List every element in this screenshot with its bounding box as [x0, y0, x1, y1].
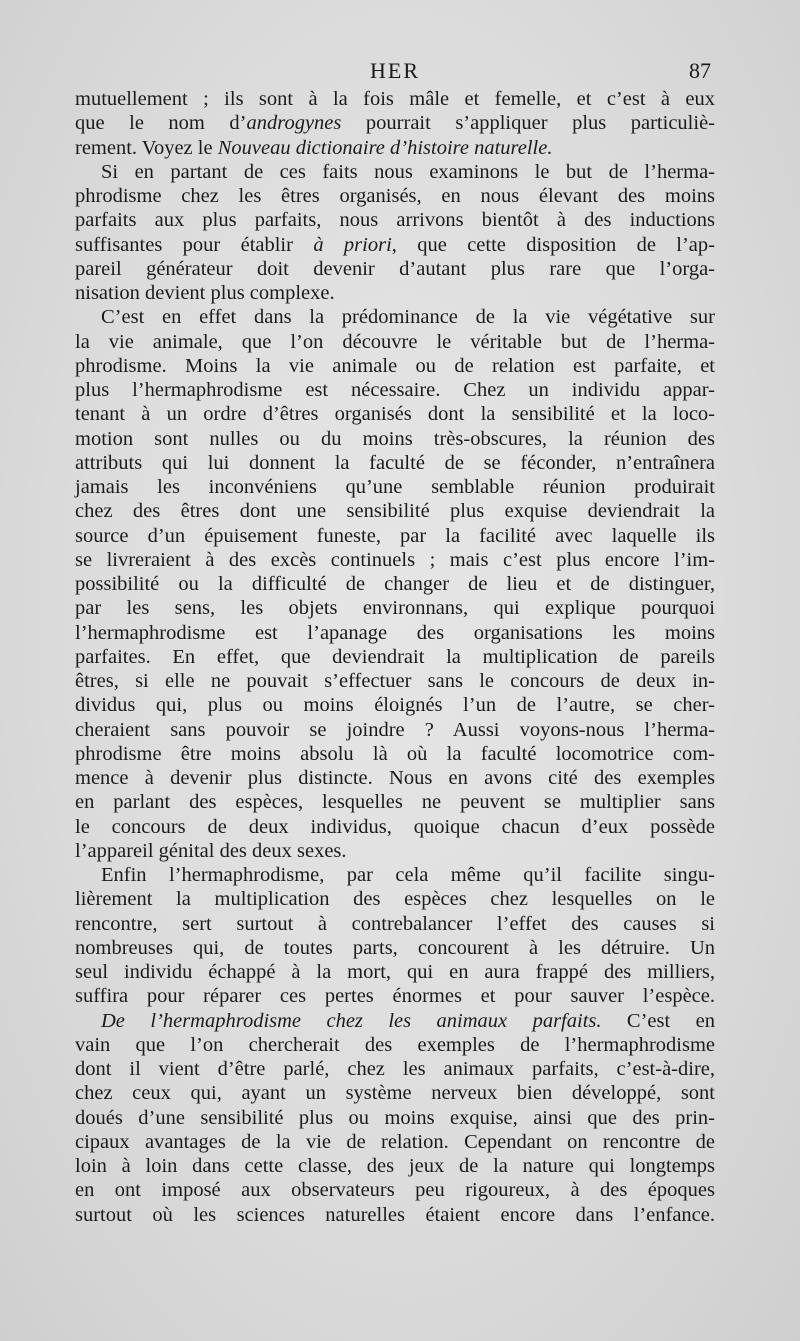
text-line [75, 499, 715, 523]
text-line [75, 693, 715, 717]
text-line [75, 718, 715, 742]
italic-text: à priori [313, 233, 392, 256]
text-segment: en ont imposé aux observateurs peu rigoureux, à des époques [75, 1179, 715, 1202]
text-line [75, 1130, 715, 1154]
text-line [75, 184, 715, 208]
text-line [75, 87, 715, 111]
text-line [75, 378, 715, 402]
text-line [75, 548, 715, 572]
text-segment: phrodisme. Moins la vie animale ou de relation est parfaite, et [75, 354, 715, 377]
text-segment: jamais les inconvéniens qu’une semblable réunion produirait [75, 476, 715, 498]
text-line [75, 960, 715, 984]
text-line [75, 1033, 715, 1057]
text-line [75, 572, 715, 596]
text-line [75, 815, 715, 839]
text-segment: doués d’une sensibilité plus ou moins exquise, ainsi que des prin- [75, 1106, 715, 1129]
italic-text: Nouveau dictionaire d’histoire naturelle. [217, 136, 553, 159]
text-segment: l’appareil génital des deux sexes. [75, 839, 347, 862]
text-segment: cipaux avantages de la vie de relation. Cependant on rencontre de [75, 1130, 715, 1153]
text-segment: , que cette disposition de l’ap- [391, 233, 715, 256]
page-number: 87 [689, 58, 711, 83]
text-segment: possibilité ou la difficulté de changer de lieu et de distinguer, [75, 573, 715, 595]
text-line [75, 233, 715, 257]
text-segment: vain que l’on chercherait des exemples de l’hermaphrodisme [75, 1033, 715, 1056]
text-segment: le concours de deux individus, quoique chacun d’eux possède [75, 815, 715, 838]
text-segment: la vie animale, que l’on découvre le véritable but de l’herma- [75, 330, 715, 353]
text-segment: C’est en effet dans la prédominance de la vie végétative sur [101, 306, 715, 329]
text-segment: tenant à un ordre d’êtres organisés dont la sensibilité et la loco- [75, 403, 715, 426]
text-line [75, 742, 715, 766]
text-segment: loin à loin dans cette classe, des jeux de la nature qui longtemps [75, 1155, 715, 1177]
text-segment: motion sont nulles ou du moins très-obscures, la réunion des [75, 427, 715, 450]
text-line [75, 427, 715, 451]
text-segment: attributs qui lui donnent la faculté de se féconder, n’entraînera [75, 451, 715, 474]
text-line [75, 1178, 715, 1202]
text-segment: pareil générateur doit devenir d’autant plus rare que l’orga- [75, 257, 715, 280]
text-segment: phrodisme être moins absolu là où la faculté locomotrice com- [75, 742, 715, 765]
text-line [75, 475, 715, 499]
text-line [75, 257, 715, 281]
text-segment: en parlant des espèces, lesquelles ne peuvent se multiplier sans [75, 791, 715, 814]
text-segment: Si en partant de ces faits nous examinons le but de l’herma- [101, 160, 715, 183]
running-head [75, 58, 715, 88]
text-segment: nombreuses qui, de toutes parts, concourent à les détruire. Un [75, 936, 715, 959]
text-segment: se livreraient à des excès continuels ; mais c’est plus encore l’im- [75, 548, 715, 571]
text-line [75, 524, 715, 548]
text-line [75, 839, 715, 863]
text-line [75, 136, 715, 160]
text-segment: êtres, si elle ne pouvait s’effectuer sans le concours de deux in- [75, 670, 715, 692]
text-line [75, 669, 715, 693]
italic-text: De l’hermaphrodisme chez les animaux parfaits. [101, 1009, 602, 1032]
text-segment: seul individu échappé à la mort, qui en aura frappé des milliers, [75, 961, 715, 983]
text-segment: dividus qui, plus ou moins éloignés l’un de l’autre, se cher- [75, 694, 715, 717]
text-line [75, 936, 715, 960]
text-line [75, 281, 715, 305]
text-line [75, 330, 715, 354]
text-segment: parfaites. En effet, que deviendrait la multiplication de pareils [75, 645, 715, 668]
text-segment: plus l’hermaphrodisme est nécessaire. Chez un individu appar- [75, 379, 715, 401]
text-line [75, 621, 715, 645]
text-line [75, 1106, 715, 1130]
text-segment: mence à devenir plus distincte. Nous en avons cité des exemples [75, 767, 715, 789]
text-line [75, 1203, 715, 1227]
text-line [75, 451, 715, 475]
text-segment: cheraient sans pouvoir se joindre ? Aussi voyons-nous l’herma- [75, 718, 715, 741]
text-segment: suffisantes pour établir [75, 233, 314, 256]
text-line [75, 863, 715, 887]
text-line [75, 1057, 715, 1081]
text-segment: Enfin l’hermaphrodisme, par cela même qu’il facilite singu- [101, 864, 715, 886]
text-line [75, 1009, 715, 1033]
text-segment: chez des êtres dont une sensibilité plus exquise deviendrait la [75, 500, 715, 523]
text-segment: parfaits aux plus parfaits, nous arrivons bientôt à des inductions [75, 209, 715, 232]
text-segment: dont il vient d’être parlé, chez les animaux parfaits, c’est-à-dire, [75, 1058, 715, 1080]
text-segment: rement. Voyez le [75, 136, 218, 159]
running-head-title: HER [370, 58, 420, 83]
text-line [75, 596, 715, 620]
text-segment: C’est en [601, 1009, 715, 1032]
text-line [75, 1154, 715, 1178]
text-segment: phrodisme chez les êtres organisés, en nous élevant des moins [75, 185, 715, 207]
text-line [75, 645, 715, 669]
text-line [75, 111, 715, 135]
text-segment: mutuellement ; ils sont à la fois mâle et femelle, et c’est à eux [75, 88, 715, 110]
text-segment: chez ceux qui, ayant un système nerveux bien développé, sont [75, 1082, 715, 1105]
text-segment: lièrement la multiplication des espèces chez lesquelles on le [75, 888, 715, 911]
text-line [75, 354, 715, 378]
text-segment: source d’un épuisement funeste, par la facilité avec laquelle ils [75, 524, 715, 547]
text-line [75, 887, 715, 911]
text-segment: rencontre, sert surtout à contrebalancer l’effet des causes si [75, 912, 715, 935]
text-line [75, 208, 715, 232]
text-line [75, 402, 715, 426]
text-line [75, 790, 715, 814]
text-segment: surtout où les sciences naturelles étaient encore dans l’enfance. [75, 1203, 715, 1226]
body-text [75, 87, 715, 1227]
text-line [75, 984, 715, 1008]
text-segment: suffira pour réparer ces pertes énormes et pour sauver l’espèce. [75, 985, 715, 1008]
italic-text: androgynes [246, 112, 342, 135]
text-line [75, 912, 715, 936]
text-segment: que le nom d’ [75, 112, 247, 135]
text-segment: par les sens, les objets environnans, qui explique pourquoi [75, 597, 715, 620]
text-line [75, 305, 715, 329]
text-line [75, 160, 715, 184]
text-segment: l’hermaphrodisme est l’apanage des organisations les moins [75, 621, 715, 644]
text-segment: pourrait s’appliquer plus particuliè- [341, 112, 715, 135]
text-line [75, 766, 715, 790]
text-segment: nisation devient plus complexe. [75, 282, 335, 304]
text-line [75, 1081, 715, 1105]
